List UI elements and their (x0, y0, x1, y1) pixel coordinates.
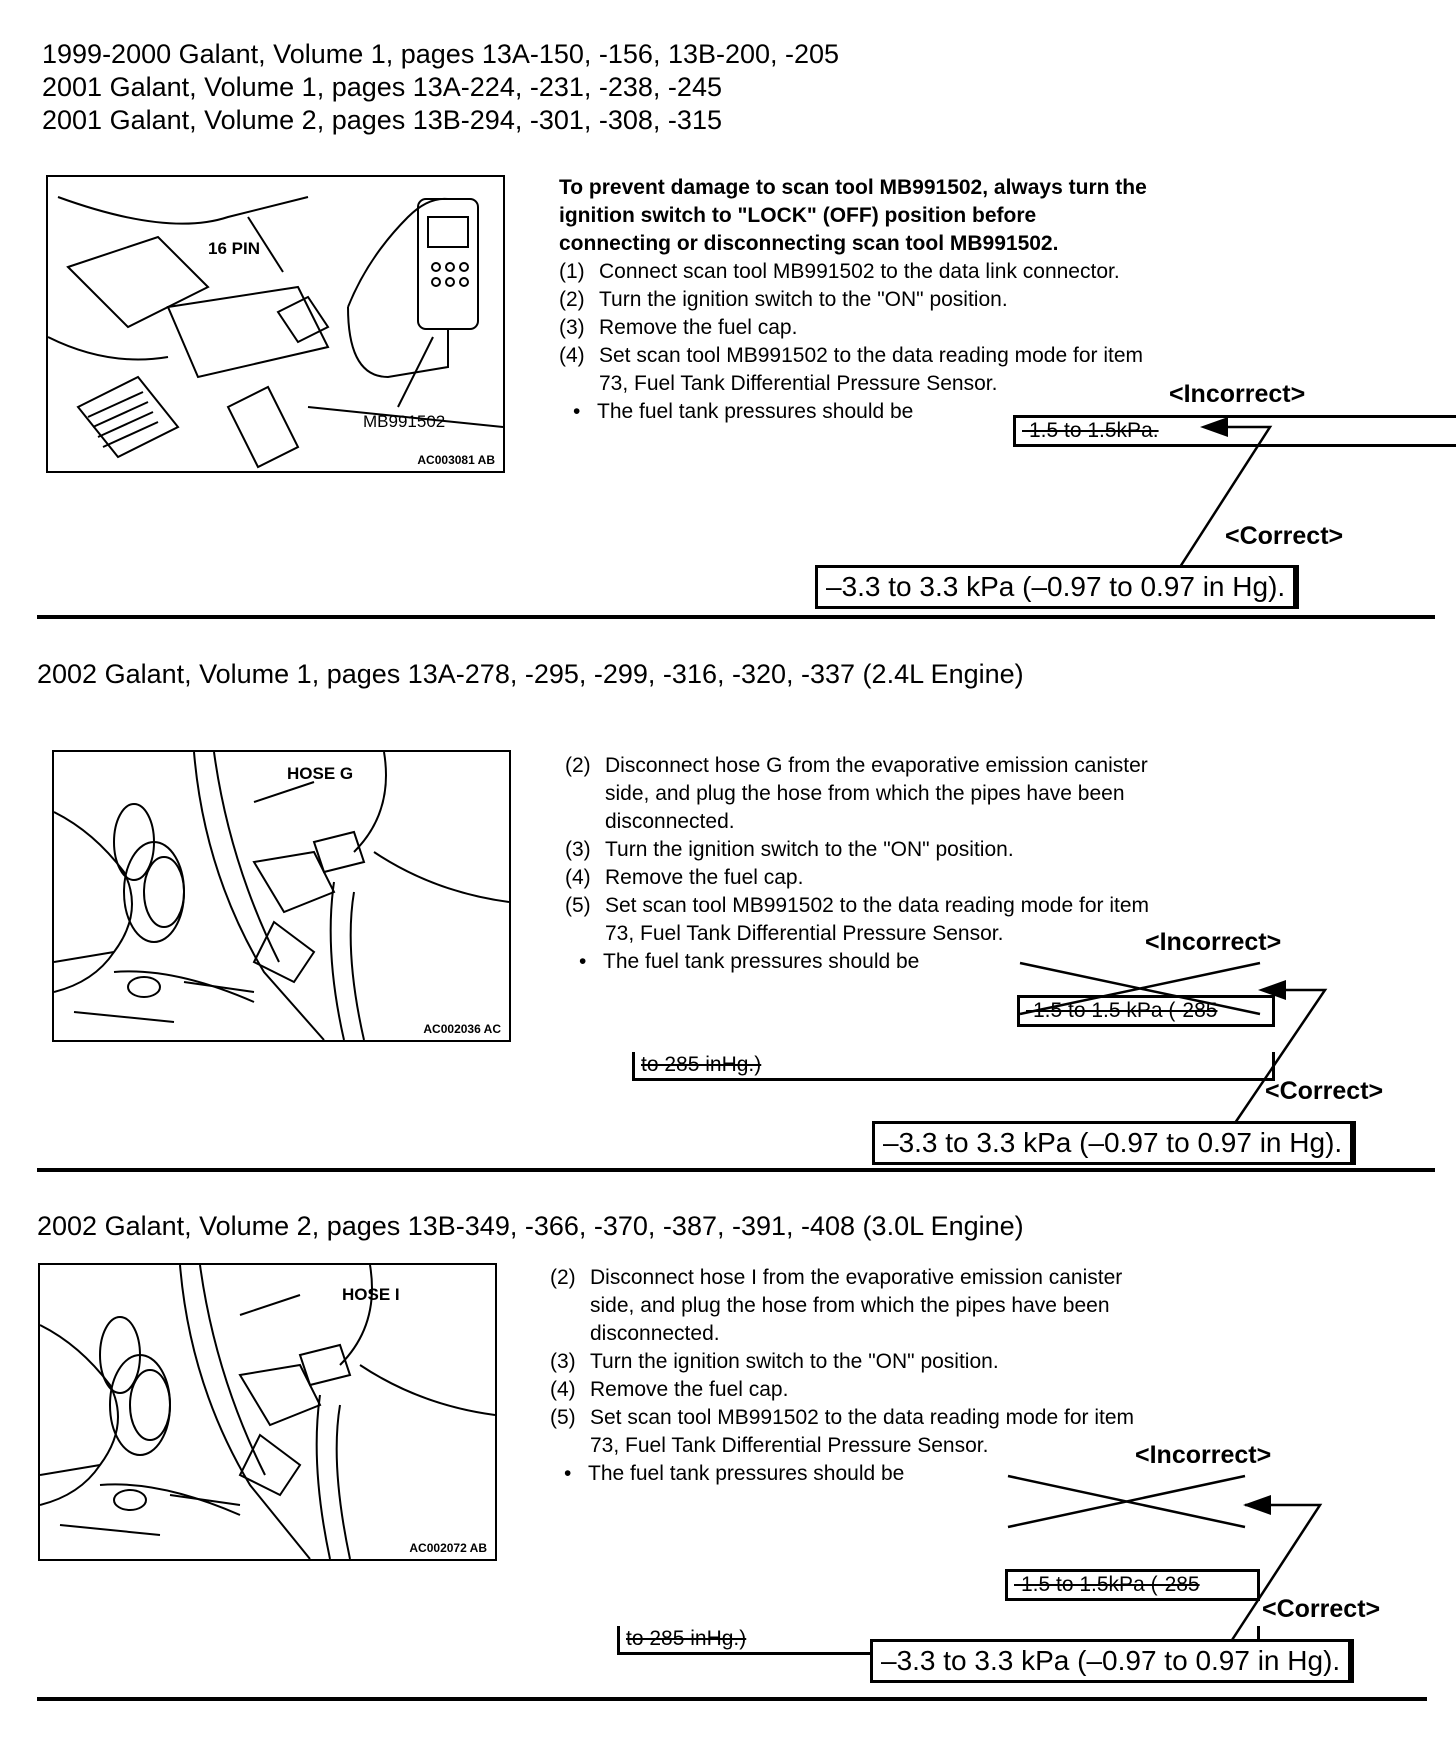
warning-line-3: connecting or disconnecting scan tool MB991502. (559, 232, 1059, 255)
correct-label-2: <Correct> (1265, 1077, 1384, 1105)
s2-bullet-pressure: • The fuel tank pressures should be (565, 948, 1149, 976)
s3-step-5-cont: 73, Fuel Tank Differential Pressure Sensor. (590, 1434, 989, 1457)
step-3: (3) Remove the fuel cap. (559, 316, 798, 339)
incorrect-value-3a: -1.5 to 1.5kPa (-285 (1005, 1569, 1260, 1601)
pin-label: 16 PIN (208, 239, 260, 258)
figure-code: AC003081 AB (417, 453, 495, 467)
step-1: (1) Connect scan tool MB991502 to the data link connector. (559, 260, 1120, 283)
step-4: (4) Set scan tool MB991502 to the data reading mode for item (559, 344, 1144, 367)
figure-code-3: AC002072 AB (409, 1541, 487, 1555)
s2-step-4: (4) Remove the fuel cap. (565, 866, 804, 889)
section-2-text (565, 752, 1149, 976)
warning-line-2: ignition switch to "LOCK" (OFF) position before (559, 204, 1037, 227)
warning-line-1: To prevent damage to scan tool MB991502, always turn the (559, 176, 1147, 199)
header-3: 2002 Galant, Volume 2, pages 13B-349, -366, -370, -387, -391, -408 (3.0L Engine) (37, 1211, 1024, 1241)
figure-hose-g (52, 750, 511, 1042)
s3-step-4: (4) Remove the fuel cap. (550, 1378, 789, 1401)
divider-1 (37, 615, 1435, 619)
figure-scan-tool-connection (46, 175, 505, 473)
s3-step-2-cont-1: side, and plug the hose from which the pipes have been (590, 1294, 1110, 1317)
s2-step-2-cont-1: side, and plug the hose from which the pipes have been (605, 782, 1125, 805)
s3-step-5: (5) Set scan tool MB991502 to the data reading mode for item (550, 1406, 1135, 1429)
s3-step-3: (3) Turn the ignition switch to the "ON" position. (550, 1350, 999, 1373)
bullet-pressure: • The fuel tank pressures should be (559, 398, 1147, 426)
s2-step-3: (3) Turn the ignition switch to the "ON" position. (565, 838, 1014, 861)
incorrect-value-3b: to 285 inHg.) (617, 1626, 1260, 1655)
correct-value-3: –3.3 to 3.3 kPa (–0.97 to 0.97 in Hg). (870, 1639, 1354, 1683)
incorrect-value-1: -1.5 to 1.5kPa. (1013, 415, 1456, 447)
header-1-line-1: 1999-2000 Galant, Volume 1, pages 13A-150, -156, 13B-200, -205 (42, 39, 840, 69)
section-3-text (550, 1264, 1134, 1488)
s2-step-2-cont-2: disconnected. (605, 810, 735, 833)
divider-3 (37, 1697, 1427, 1701)
hose-i-illustration (40, 1265, 495, 1559)
figure-hose-i (38, 1263, 497, 1561)
arrow-head-3 (1243, 1495, 1271, 1515)
header-1-line-3: 2001 Galant, Volume 2, pages 13B-294, -301, -308, -315 (42, 105, 722, 135)
incorrect-value-2b: to 285 inHg.) (632, 1052, 1275, 1081)
header-1 (42, 38, 839, 137)
hose-g-label: HOSE G (287, 764, 354, 783)
correct-label-3: <Correct> (1262, 1595, 1381, 1623)
tool-label: MB991502 (363, 412, 446, 431)
header-1-line-2: 2001 Galant, Volume 1, pages 13A-224, -231, -238, -245 (42, 72, 722, 102)
s3-bullet-pressure: • The fuel tank pressures should be (550, 1460, 1134, 1488)
s2-step-2: (2) Disconnect hose G from the evaporative emission canister (565, 754, 1148, 777)
incorrect-label-1: <Incorrect> (1169, 380, 1306, 408)
figure-code-2: AC002036 AC (423, 1022, 501, 1036)
step-2: (2) Turn the ignition switch to the "ON" position. (559, 288, 1008, 311)
hose-i-label: HOSE I (342, 1285, 400, 1304)
incorrect-label-3: <Incorrect> (1135, 1441, 1272, 1469)
incorrect-label-2: <Incorrect> (1145, 928, 1282, 956)
step-4-continued: 73, Fuel Tank Differential Pressure Sensor. (599, 372, 998, 395)
header-2: 2002 Galant, Volume 1, pages 13A-278, -295, -299, -316, -320, -337 (2.4L Engine) (37, 659, 1024, 689)
section-1-text (559, 174, 1147, 426)
s2-step-5-cont: 73, Fuel Tank Differential Pressure Sensor. (605, 922, 1004, 945)
divider-2 (37, 1168, 1435, 1172)
s2-step-5: (5) Set scan tool MB991502 to the data reading mode for item (565, 894, 1150, 917)
incorrect-value-2a: -1.5 to 1.5 kPa (-285 (1017, 995, 1275, 1027)
correct-label-1: <Correct> (1225, 522, 1344, 550)
s3-step-2: (2) Disconnect hose I from the evaporative emission canister (550, 1266, 1123, 1289)
s3-step-2-cont-2: disconnected. (590, 1322, 720, 1345)
correct-value-2: –3.3 to 3.3 kPa (–0.97 to 0.97 in Hg). (872, 1121, 1356, 1165)
correct-value-1: –3.3 to 3.3 kPa (–0.97 to 0.97 in Hg). (815, 565, 1299, 609)
hose-g-illustration (54, 752, 509, 1040)
